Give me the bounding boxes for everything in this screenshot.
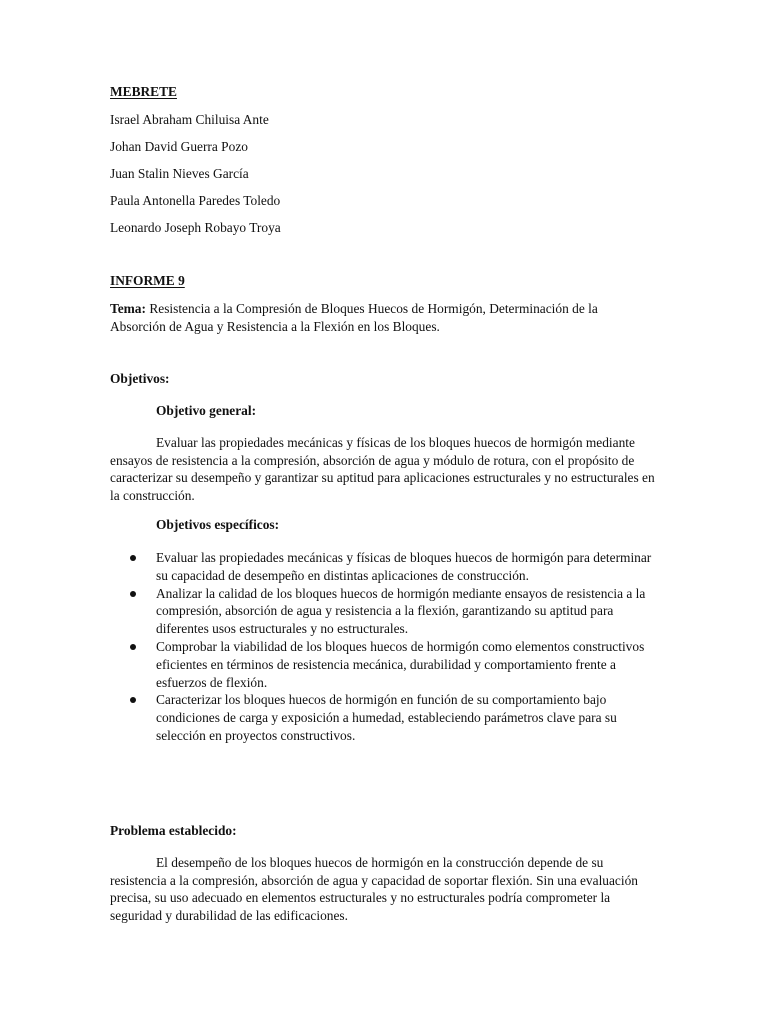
author-name: Leonardo Joseph Robayo Troya <box>110 220 281 235</box>
list-item <box>110 549 655 585</box>
author-name: Juan Stalin Nieves García <box>110 166 249 181</box>
letterhead-title: MEBRETE <box>110 84 177 99</box>
topic-text: Resistencia a la Compresión de Bloques Huecos de Hormigón, Determinación de la Absorción de Agua y Resistencia a la Flexión en los Bloques. <box>110 301 598 334</box>
list-item <box>110 585 655 638</box>
topic-paragraph <box>110 300 655 335</box>
problem-text: El desempeño de los bloques huecos de hormigón en la construcción depende de su resistencia a la compresión, absorción de agua y capacidad de soportar flexión. Sin una evaluación precisa, su uso adecuado en elementos estructurales y no estructurales podría comprometer la seguridad y durabilidad de las edificaciones. <box>110 855 638 923</box>
bullet-icon <box>130 697 136 703</box>
author-name: Paula Antonella Paredes Toledo <box>110 193 281 208</box>
bullet-icon <box>130 555 136 561</box>
list-item-text: Caracterizar los bloques huecos de hormigón en función de su comportamiento bajo condiciones de carga y exposición a humedad, estableciendo parámetros clave para su selección en proyectos constructivos. <box>156 692 617 743</box>
author-name: Johan David Guerra Pozo <box>110 139 248 154</box>
list-item-text: Analizar la calidad de los bloques huecos de hormigón mediante ensayos de resistencia a la compresión, absorción de agua y resistencia a la flexión, garantizando su aptitud para diferentes usos estructurales y no estructurales. <box>156 585 646 637</box>
author-name: Israel Abraham Chiluisa Ante <box>110 112 269 127</box>
report-title: INFORME 9 <box>110 273 185 288</box>
general-objective-text: Evaluar las propiedades mecánicas y físicas de los bloques huecos de hormigón mediante ensayos de resistencia a la compresión, absorción de agua y módulo de rotura, con el propósito de caracterizar su desempeño y garantizar su aptitud para aplicaciones estructurales y no estructurales en la construcción. <box>110 435 655 503</box>
bullet-icon <box>130 644 136 650</box>
specific-objectives-list <box>110 549 655 745</box>
bullet-icon <box>130 591 136 597</box>
list-item <box>110 691 655 744</box>
general-objective-heading: Objetivo general: <box>156 403 257 418</box>
specific-objectives-heading: Objetivos específicos: <box>156 517 280 532</box>
problem-heading: Problema establecido: <box>110 823 237 838</box>
topic-label: Tema: <box>110 301 146 316</box>
objectives-heading: Objetivos: <box>110 371 170 386</box>
list-item-text: Comprobar la viabilidad de los bloques huecos de hormigón como elementos constructivos eficientes en términos de resistencia mecánica, durabilidad y comportamiento frente a esfuerzos de flexión. <box>156 638 645 690</box>
list-item-text: Evaluar las propiedades mecánicas y físicas de bloques huecos de hormigón para determinar su capacidad de desempeño en distintas aplicaciones de construcción. <box>156 550 652 583</box>
list-item <box>110 638 655 691</box>
